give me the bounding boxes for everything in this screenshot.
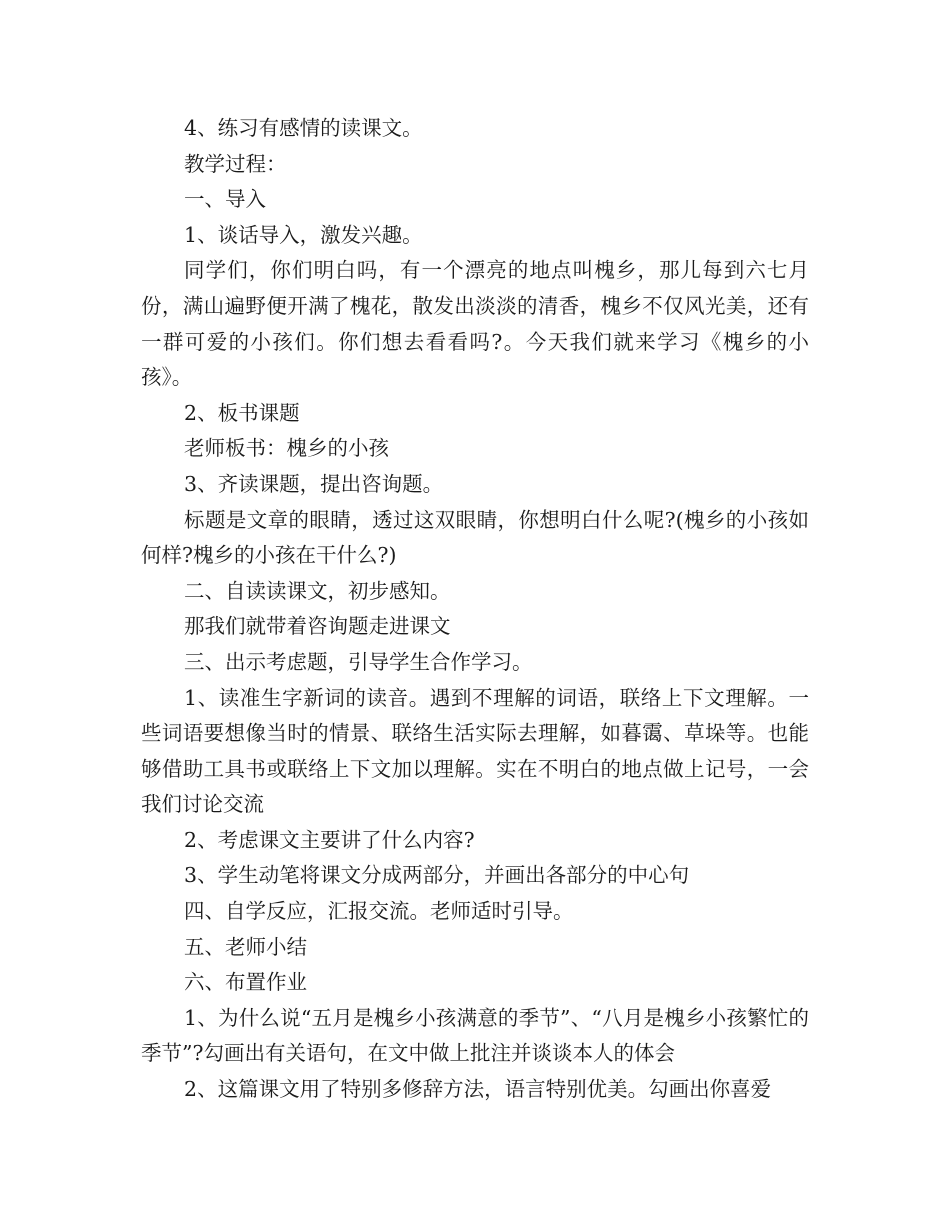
document-body xyxy=(141,111,809,1108)
paragraph: 五、老师小结 xyxy=(184,934,308,959)
paragraph: 1、读准生字新词的读音。遇到不理解的词语，联络上下文理解。一些词语要想像当时的情景、联络生活实际去理解，如暮霭、草垛等。也能够借助工具书或联络上下文加以理解。实在不明白的地点做上记号，一会我们讨论交流 xyxy=(141,685,809,817)
paragraph: 3、学生动笔将课文分成两部分，并画出各部分的中心句 xyxy=(184,863,690,888)
paragraph: 六、布置作业 xyxy=(184,970,308,995)
paragraph: 2、考虑课文主要讲了什么内容? xyxy=(184,827,475,852)
paragraph: 三、出示考虑题，引导学生合作学习。 xyxy=(184,649,533,674)
paragraph: 1、谈话导入，激发兴趣。 xyxy=(184,222,423,247)
paragraph: 一、导入 xyxy=(184,187,267,212)
paragraph: 四、自学反应，汇报交流。老师适时引导。 xyxy=(184,899,574,924)
paragraph: 老师板书：槐乡的小孩 xyxy=(184,436,390,461)
paragraph: 4、练习有感情的读课文。 xyxy=(184,116,423,140)
paragraph: 标题是文章的眼睛，透过这双眼睛，你想明白什么呢?(槐乡的小孩如何样?槐乡的小孩在干什么?) xyxy=(141,507,809,568)
paragraph: 同学们，你们明白吗，有一个漂亮的地点叫槐乡，那儿每到六七月份，满山遍野便开满了槐花，散发出淡淡的清香，槐乡不仅风光美，还有一群可爱的小孩们。你们想去看看吗?。今天我们就来学习《槐乡的小孩》。 xyxy=(141,258,809,390)
paragraph: 2、板书课题 xyxy=(184,400,300,425)
paragraph: 1、为什么说“五月是槐乡小孩满意的季节”、“八月是槐乡小孩繁忙的季节”?勾画出有关语句，在文中做上批注并谈谈本人的体会 xyxy=(141,1005,809,1066)
paragraph: 那我们就带着咨询题走进课文 xyxy=(184,614,451,639)
paragraph: 二、自读读课文，初步感知。 xyxy=(184,578,451,603)
paragraph: 教学过程： xyxy=(184,151,287,176)
paragraph: 3、齐读课题，提出咨询题。 xyxy=(184,471,444,496)
paragraph: 2、这篇课文用了特别多修辞方法，语言特别优美。勾画出你喜爱 xyxy=(184,1077,772,1102)
